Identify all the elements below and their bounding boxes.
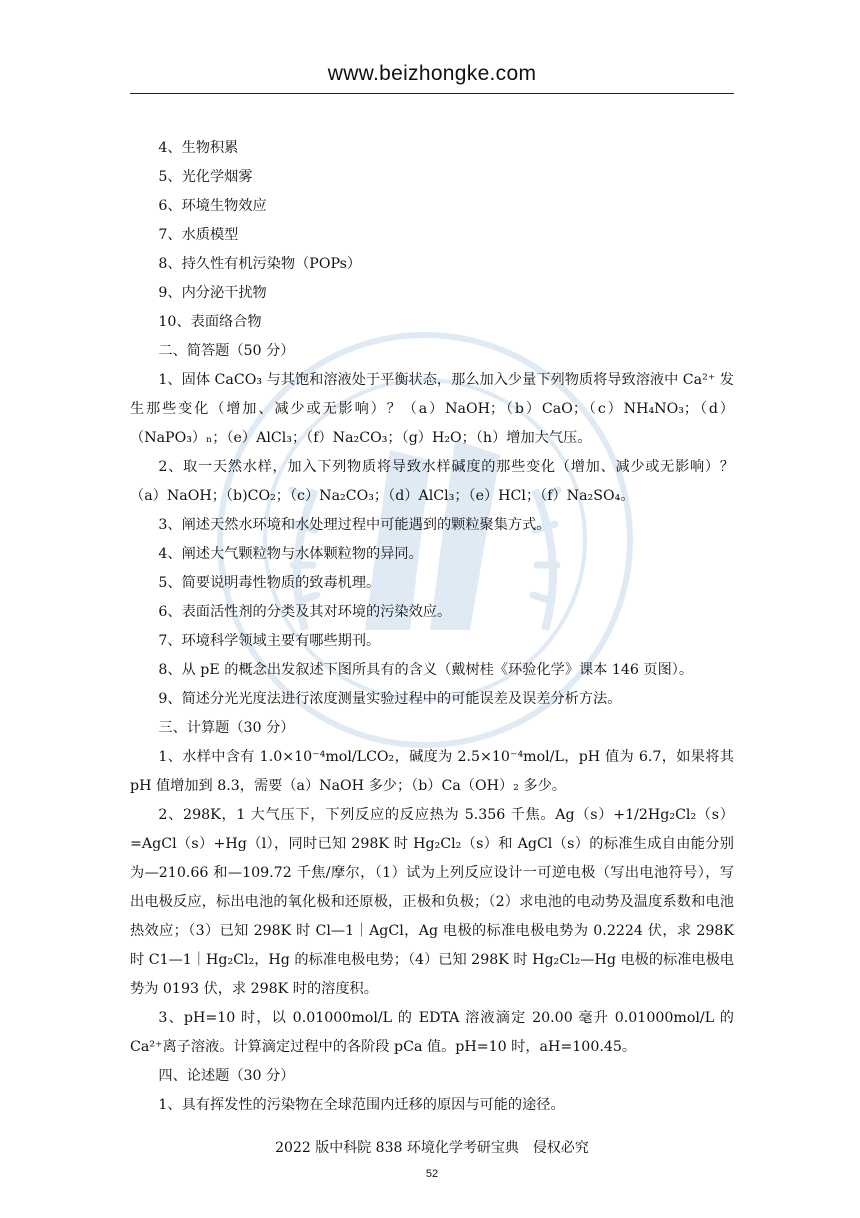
section-heading: 三、计算题（30 分）	[158, 720, 295, 736]
question-item: 7、环境科学领域主要有哪些期刊。	[158, 633, 381, 649]
term-item: 6、环境生物效应	[158, 198, 267, 214]
question-item: 4、阐述大气颗粒物与水体颗粒物的异同。	[158, 546, 423, 562]
term-item: 4、生物积累	[158, 140, 239, 156]
header-site-url: www.beizhongke.com	[327, 62, 537, 85]
term-item: 7、水质模型	[158, 227, 239, 243]
question-item: 2、取一天然水样，加入下列物质将导致水样碱度的那些变化（增加、减少或无影响）？（a）NaOH；（b)CO₂；（c）Na₂CO₃；（d）AlCl₃；（e）HCl；（f）Na₂SO₄。	[130, 459, 734, 504]
question-item: 3、阐述天然水环境和水处理过程中可能遇到的颗粒聚集方式。	[158, 517, 551, 533]
footer-text: 2022 版中科院 838 环境化学考研宝典 侵权必究	[275, 1140, 589, 1156]
page-number: 52	[425, 1168, 439, 1180]
term-item: 10、表面络合物	[158, 314, 262, 330]
question-item: 2、298K，1 大气压下，下列反应的反应热为 5.356 千焦。Ag（s）+1/2Hg₂Cl₂（s）=AgCl（s）+Hg（l），同时已知 298K 时 Hg₂Cl₂（s）和 AgCl（s）的标准生成自由能分别为—210.66 和—109.72 千焦/摩尔，（1）试为上列反应设计一可逆电极（写出电池符号），写出电极反应，标出电池的氧化极和还原极，正极和负极；（2）求电池的电动势及温度系数和电池热效应；（3）已知 298K 时 Cl—1｜AgCl，Ag 电极的标准电极电势为 0.2224 伏，求 298K 时 C1—1｜Hg₂Cl₂，Hg 的标准电极电势；（4）已知 298K 时 Hg₂Cl₂—Hg 电极的标准电极电势为 0193 伏，求 298K 时的溶度积。	[130, 807, 734, 997]
question-item: 1、水样中含有 1.0×10⁻⁴mol/LCO₂，碱度为 2.5×10⁻⁴mol/L，pH 值为 6.7，如果将其 pH 值增加到 8.3，需要（a）NaOH 多少；（b）Ca（OH）₂ 多少。	[130, 749, 734, 794]
document-body	[130, 134, 734, 1120]
question-item: 6、表面活性剂的分类及其对环境的污染效应。	[158, 604, 452, 620]
question-item: 8、从 pE 的概念出发叙述下图所具有的含义（戴树桂《环验化学》课本 146 页图）。	[158, 662, 694, 678]
term-item: 8、持久性有机污染物（POPs）	[158, 256, 362, 272]
question-item: 1、具有挥发性的污染物在全球范围内迁移的原因与可能的途径。	[158, 1097, 565, 1113]
question-item: 5、简要说明毒性物质的致毒机理。	[158, 575, 381, 591]
term-item: 9、内分泌干扰物	[158, 285, 267, 301]
header-divider	[130, 93, 734, 94]
term-item: 5、光化学烟雾	[158, 169, 253, 185]
question-item: 9、简述分光光度法进行浓度测量实验过程中的可能误差及误差分析方法。	[158, 691, 622, 707]
question-item: 1、固体 CaCO₃ 与其饱和溶液处于平衡状态，那么加入少量下列物质将导致溶液中 Ca²⁺ 发生那些变化（增加、减少或无影响）？（a）NaOH；（b）CaO；（c）NH₄NO₃；（d）（NaPO₃）ₙ；（e）AlCl₃；（f）Na₂CO₃；（g）H₂O；（h）增加大气压。	[130, 372, 734, 446]
section-heading: 二、简答题（50 分）	[158, 343, 295, 359]
section-heading: 四、论述题（30 分）	[158, 1068, 295, 1084]
question-item: 3、pH=10 时，以 0.01000mol/L 的 EDTA 溶液滴定 20.00 毫升 0.01000mol/L 的 Ca²⁺离子溶液。计算滴定过程中的各阶段 pCa 值。pH=10 时，aH=100.45。	[130, 1010, 734, 1055]
